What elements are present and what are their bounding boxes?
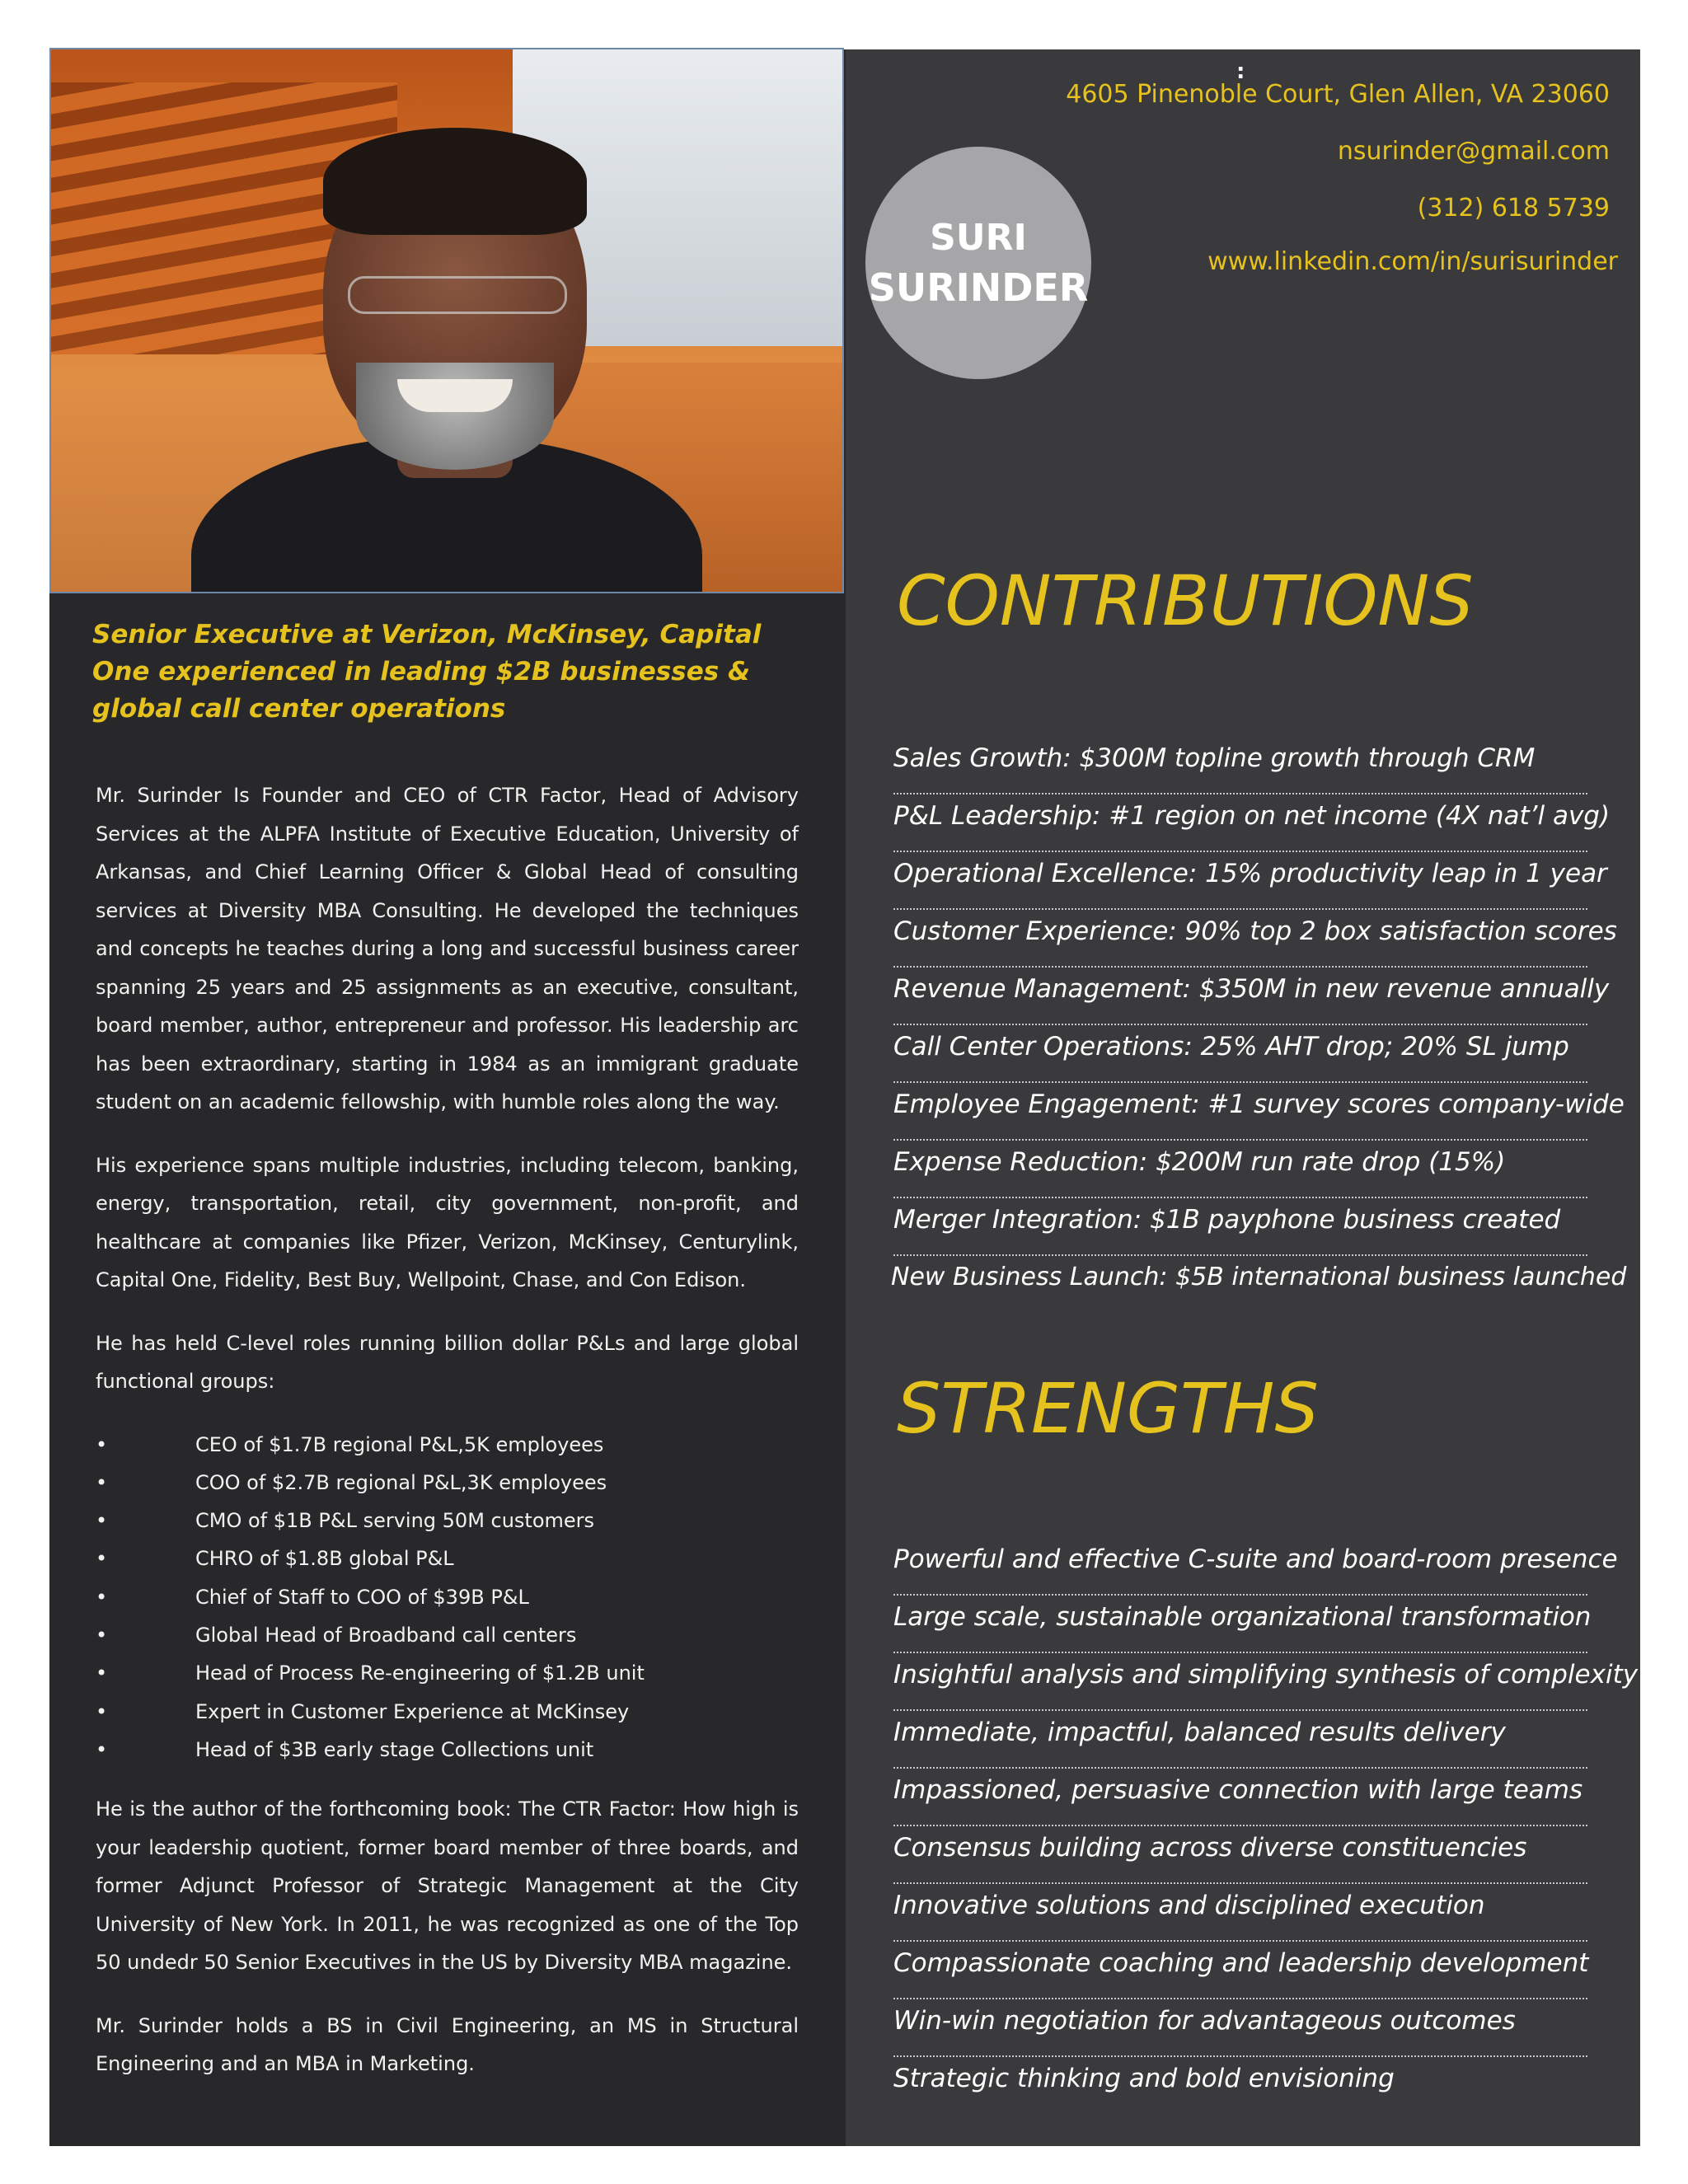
name-last: SURINDER bbox=[868, 265, 1089, 310]
strength-item: Compassionate coaching and leadership development bbox=[893, 1942, 1587, 1999]
bio-paragraph: He is the author of the forthcoming book: The CTR Factor: How high is your leadership quotient, former board member of three boards, and former Adjunct Professor of Strategic Management at the City University of New York. In 2011, he was recognized as one of the Top 50 undedr 50 Senior Executives in the US by Diversity MBA magazine. bbox=[96, 1797, 799, 1975]
role-item: • COO of $2.7B regional P&L,3K employees bbox=[96, 1464, 799, 1502]
strength-item: Immediate, impactful, balanced results delivery bbox=[893, 1711, 1587, 1769]
contribution-item: Customer Experience: 90% top 2 box satisfaction scores bbox=[893, 910, 1587, 968]
bio-paragraph: Mr. Surinder holds a BS in Civil Engineering, an MS in Structural Engineering and an MBA in Marketing. bbox=[96, 2013, 799, 2076]
role-item: • Chief of Staff to COO of $39B P&L bbox=[96, 1578, 799, 1616]
contribution-item: Merger Integration: $1B payphone business created bbox=[893, 1198, 1587, 1256]
contact-address: 4605 Pinenoble Court, Glen Allen, VA 23060 bbox=[1066, 80, 1610, 109]
strength-item: Impassioned, persuasive connection with large teams bbox=[893, 1769, 1587, 1826]
role-item: • Head of $3B early stage Collections unit bbox=[96, 1731, 799, 1769]
contact-linkedin[interactable]: www.linkedin.com/in/surisurinder bbox=[1207, 247, 1618, 276]
role-item: • CMO of $1B P&L serving 50M customers bbox=[96, 1502, 799, 1540]
profile-photo bbox=[49, 48, 844, 593]
name-first: SURI bbox=[930, 217, 1027, 259]
strengths-heading: STRENGTHS bbox=[897, 1368, 1319, 1449]
strength-item: Win-win negotiation for advantageous outcomes bbox=[893, 1999, 1587, 2057]
contribution-item: Call Center Operations: 25% AHT drop; 20% SL jump bbox=[893, 1025, 1587, 1083]
contribution-item: Employee Engagement: #1 survey scores company-wide bbox=[893, 1083, 1587, 1141]
roles-list bbox=[96, 1426, 799, 1769]
contact-phone: (312) 618 5739 bbox=[1417, 194, 1610, 223]
contact-email[interactable]: nsurinder@gmail.com bbox=[1337, 137, 1610, 166]
bio bbox=[96, 776, 799, 2108]
contribution-item: P&L Leadership: #1 region on net income (4X nat’l avg) bbox=[893, 794, 1587, 852]
contribution-item: Revenue Management: $350M in new revenue annually bbox=[893, 968, 1587, 1025]
role-item: • Head of Process Re-engineering of $1.2B unit bbox=[96, 1654, 799, 1692]
bio-paragraph: He has held C-level roles running billion dollar P&Ls and large global functional groups: bbox=[96, 1331, 799, 1393]
role-item: • CHRO of $1.8B global P&L bbox=[96, 1540, 799, 1577]
bio-paragraph: Mr. Surinder Is Founder and CEO of CTR Factor, Head of Advisory Services at the ALPFA Institute of Executive Education, University of Arkansas, and Chief Learning Officer & Global Head of consulting services at Diversity MBA Consulting. He developed the techniques and concepts he teaches during a long and successful business career spanning 25 years and 25 assignments as an executive, consultant, board member, author, entrepreneur and professor. His leadership arc has been extraordinary, starting in 1984 as an immigrant graduate student on an academic fellowship, with humble roles along the way. bbox=[96, 784, 799, 1113]
contributions-list bbox=[891, 737, 1627, 1312]
contribution-item: Operational Excellence: 15% productivity leap in 1 year bbox=[893, 852, 1587, 910]
contribution-item: Sales Growth: $300M topline growth through CRM bbox=[893, 737, 1587, 794]
strength-item: Powerful and effective C-suite and board-room presence bbox=[893, 1538, 1587, 1596]
role-item: • CEO of $1.7B regional P&L,5K employees bbox=[96, 1426, 799, 1464]
photo-glasses bbox=[348, 276, 567, 314]
name-badge bbox=[865, 147, 1091, 379]
strength-item: Insightful analysis and simplifying synthesis of complexity bbox=[893, 1653, 1587, 1711]
strength-item: Consensus building across diverse constituencies bbox=[893, 1826, 1587, 1884]
strength-item: Strategic thinking and bold envisioning bbox=[893, 2064, 1395, 2093]
role-item: • Expert in Customer Experience at McKinsey bbox=[96, 1693, 799, 1731]
strength-item: Innovative solutions and disciplined execution bbox=[893, 1884, 1587, 1942]
headline: Senior Executive at Verizon, McKinsey, Capital One experienced in leading $2B businesses & global call center operations bbox=[92, 620, 762, 724]
contribution-item: New Business Launch: $5B international business launched bbox=[891, 1263, 1627, 1291]
photo-hair bbox=[323, 128, 587, 235]
strengths-list bbox=[893, 1538, 1639, 2113]
colon-mark: : bbox=[1236, 59, 1245, 84]
photo-smile bbox=[397, 379, 513, 412]
strength-item: Large scale, sustainable organizational transformation bbox=[893, 1596, 1587, 1653]
contributions-heading: CONTRIBUTIONS bbox=[897, 560, 1474, 641]
contribution-item: Expense Reduction: $200M run rate drop (15%) bbox=[893, 1141, 1587, 1198]
role-item: • Global Head of Broadband call centers bbox=[96, 1616, 799, 1654]
bio-paragraph: His experience spans multiple industries, including telecom, banking, energy, transportation, retail, city government, non-profit, and healthcare at companies like Pfizer, Verizon, McKinsey, Centurylink, Capital One, Fidelity, Best Buy, Wellpoint, Chase, and Con Edison. bbox=[96, 1153, 799, 1291]
